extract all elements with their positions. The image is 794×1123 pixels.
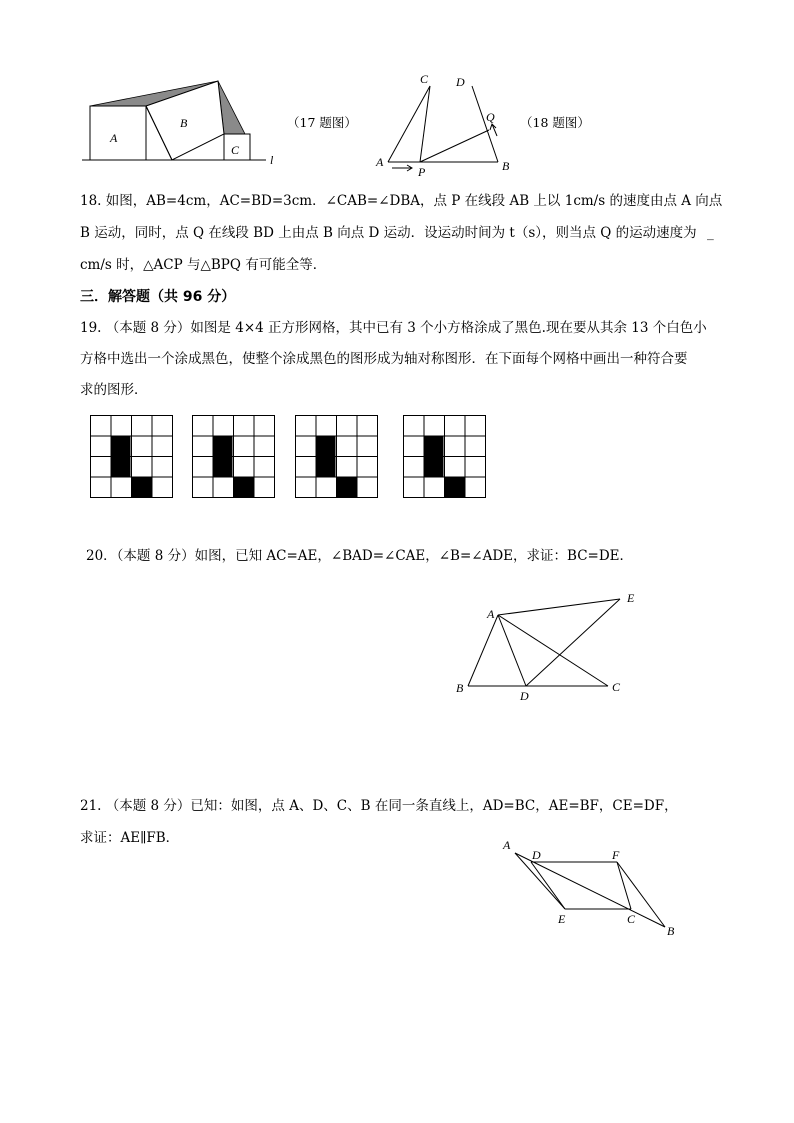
label-f: F: [612, 848, 620, 862]
label-e: E: [558, 912, 566, 926]
fig17-caption: （17 题图）: [287, 115, 357, 130]
section-title: 三．解答题（共 96 分）: [80, 289, 236, 305]
label-a: A: [503, 838, 511, 852]
figure-20: [450, 590, 650, 705]
q19-line3: 求的图形．: [80, 382, 148, 398]
label-d: D: [532, 848, 541, 862]
q20-line1: 20．（本题 8 分）如图，已知 AC=AE，∠BAD=∠CAE，∠B=∠ADE，求证：BC=DE．: [86, 548, 634, 564]
fig18-caption: （18 题图）: [520, 115, 590, 130]
label-a: A: [376, 155, 384, 169]
label-b: B: [502, 159, 510, 173]
label-c: C: [420, 72, 429, 86]
q18-line1: 18. 如图，AB=4cm，AC=BD=3cm．∠CAB=∠DBA，点 P 在线段 AB 上以 1cm/s 的速度由点 A 向点: [80, 193, 723, 209]
label-l: l: [270, 153, 274, 167]
grid-2: [192, 415, 276, 499]
label-p: P: [418, 165, 426, 179]
label-c: C: [612, 680, 621, 694]
grid-3: [295, 415, 379, 499]
label-e: E: [627, 591, 635, 605]
grid-1: [90, 415, 174, 499]
label-b: B: [180, 116, 188, 130]
figure-18: [368, 70, 518, 180]
q18-line2: B 运动，同时，点 Q 在线段 BD 上由点 B 向点 D 运动．设运动时间为 t（s），则当点 Q 的运动速度为: [80, 225, 697, 241]
label-q: Q: [486, 110, 495, 124]
label-c: C: [231, 143, 240, 157]
q19-line2: 方格中选出一个涂成黑色，使整个涂成黑色的图形成为轴对称图形．在下面每个网格中画出一种符合要: [80, 351, 688, 367]
label-c: C: [627, 912, 636, 926]
q19-line1: 19. （本题 8 分）如图是 4×4 正方形网格，其中已有 3 个小方格涂成了黑色.现在要从其余 13 个白色小: [80, 320, 707, 336]
q18-blank: _: [707, 225, 714, 241]
figure-21: [495, 835, 690, 945]
label-a: A: [110, 131, 118, 145]
q21-line1: 21. （本题 8 分）已知：如图，点 A、D、C、B 在同一条直线上，AD=BC，AE=BF，CE=DF，: [80, 798, 678, 814]
label-b: B: [456, 681, 464, 695]
label-d: D: [520, 689, 529, 703]
label-a: A: [487, 607, 495, 621]
q18-line3: cm/s 时，△ACP 与△BPQ 有可能全等．: [80, 257, 327, 273]
square-a: [90, 106, 146, 160]
label-d: D: [456, 75, 465, 89]
label-b: B: [667, 924, 675, 938]
q21-line2: 求证：AE∥FB．: [80, 830, 180, 846]
grid-4: [403, 415, 487, 499]
figure-17: [78, 72, 278, 172]
